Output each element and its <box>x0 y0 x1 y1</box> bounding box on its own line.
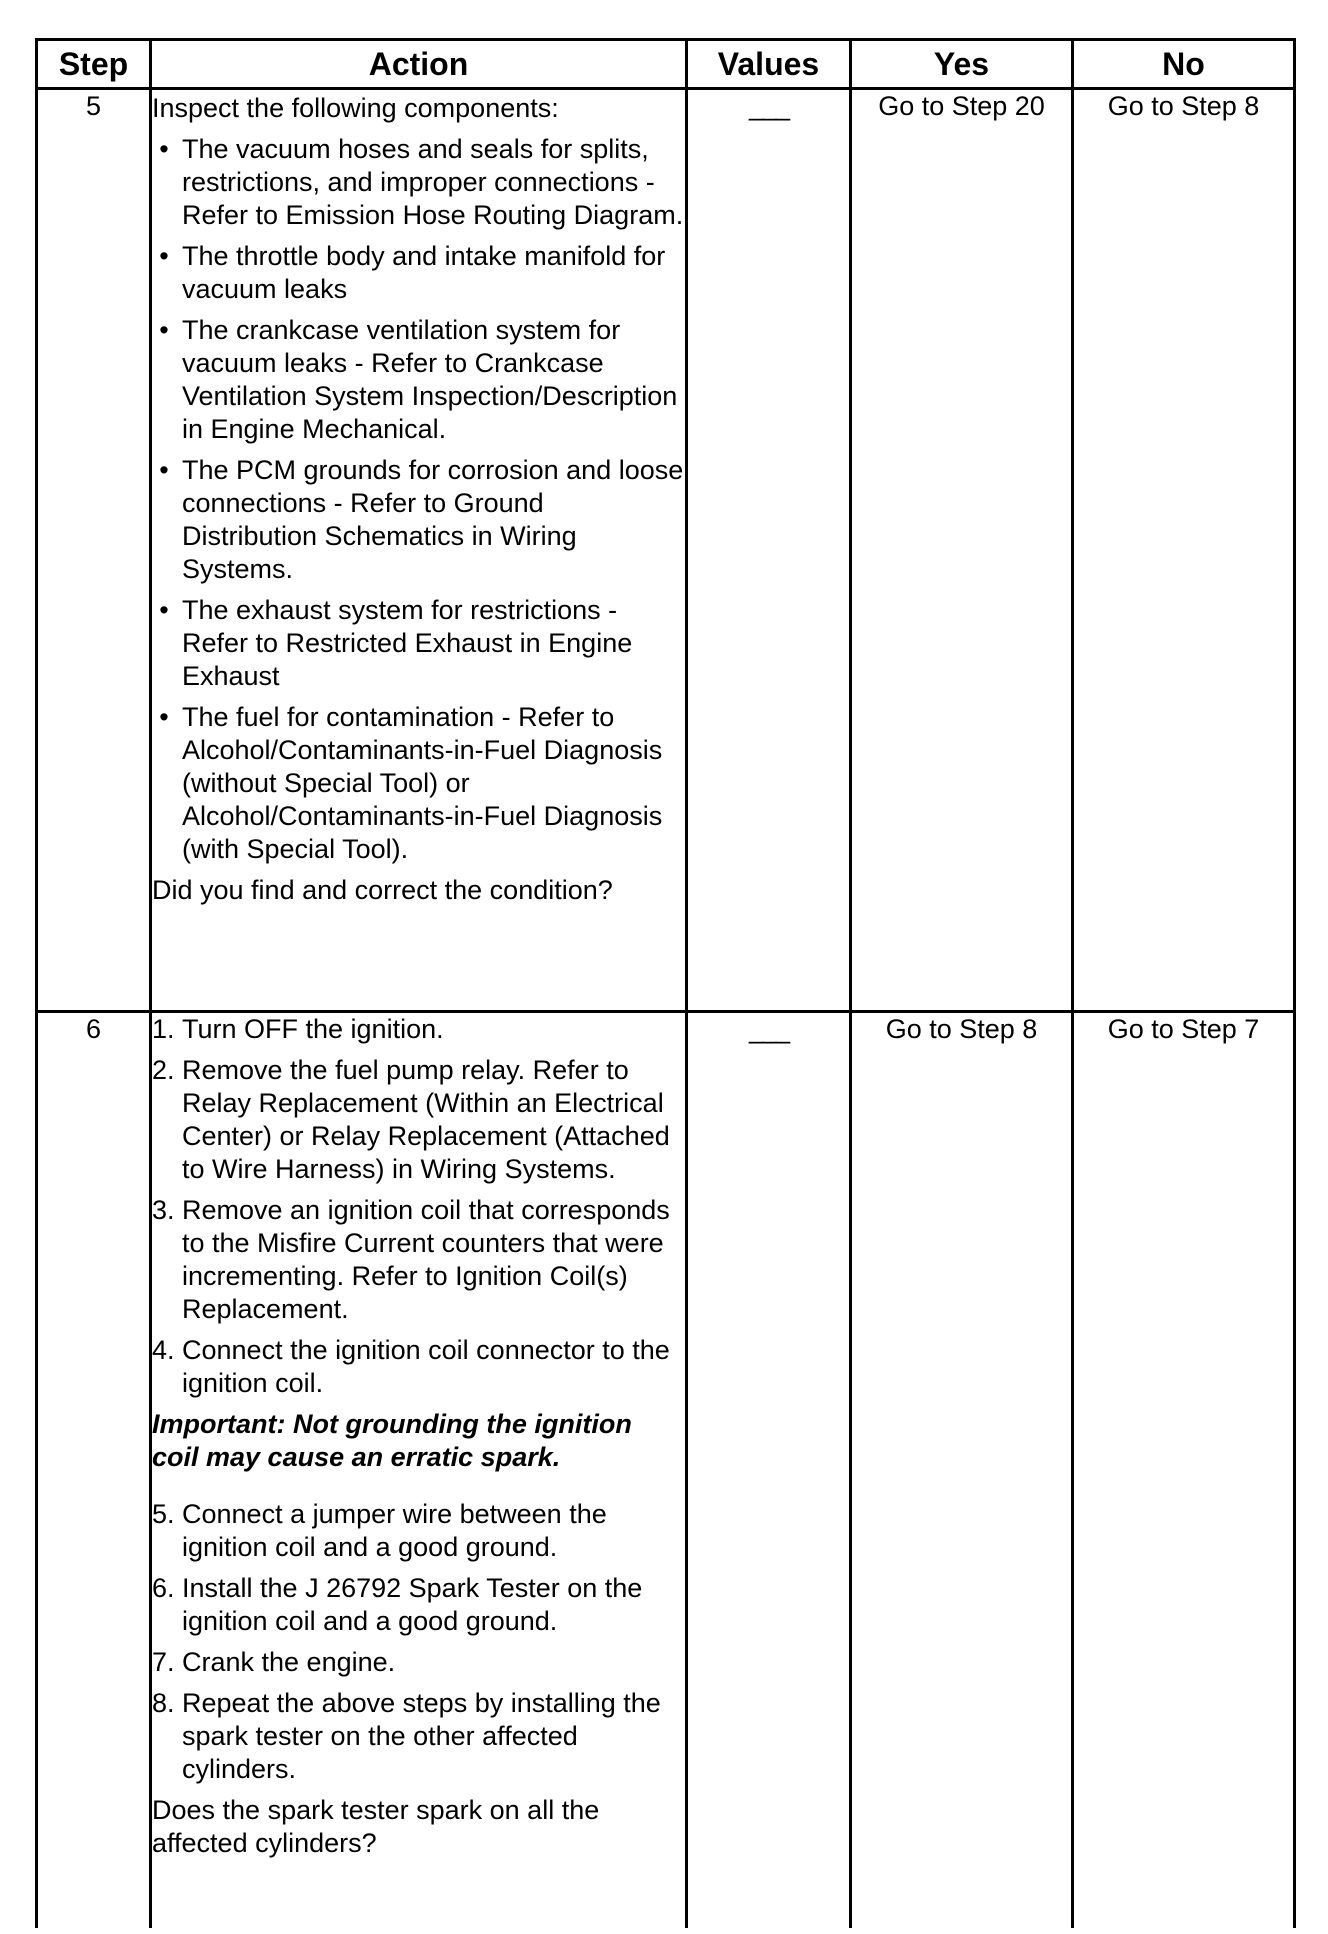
number-marker: 4. <box>152 1335 175 1365</box>
header-values: Values <box>687 40 851 89</box>
table-row <box>37 1012 1295 1929</box>
bullet-item <box>152 314 685 446</box>
bullet-item <box>152 701 685 866</box>
header-action: Action <box>151 40 687 89</box>
no-cell <box>1073 89 1295 1012</box>
action-cell <box>151 1012 687 1929</box>
numbered-text: Crank the engine. <box>182 1647 396 1677</box>
bullet-marker: • <box>159 595 169 625</box>
header-yes: Yes <box>851 40 1073 89</box>
step-number: 5 <box>37 89 151 1012</box>
bullet-marker: • <box>159 455 169 485</box>
important-note: Important: Not grounding the ignition coil may cause an erratic spark. <box>152 1409 632 1472</box>
bullet-text: The throttle body and intake manifold for vacuum leaks <box>182 241 666 304</box>
yes-result: Go to Step 20 <box>878 91 1045 121</box>
number-marker: 1. <box>152 1014 175 1044</box>
numbered-list <box>152 1498 685 1786</box>
number-marker: 8. <box>152 1688 175 1718</box>
numbered-list <box>152 1013 685 1400</box>
number-marker: 2. <box>152 1055 175 1085</box>
bullet-item <box>152 594 685 693</box>
no-result: Go to Step 8 <box>1107 91 1260 121</box>
header-no: No <box>1073 40 1295 89</box>
number-marker: 6. <box>152 1573 175 1603</box>
numbered-item <box>152 1646 685 1679</box>
table-row <box>37 89 1295 1012</box>
numbered-item <box>152 1194 685 1326</box>
bullet-marker: • <box>159 241 169 271</box>
bullet-item <box>152 133 685 232</box>
numbered-item <box>152 1498 685 1564</box>
action-intro: Inspect the following components: <box>152 93 559 123</box>
numbered-text: Install the J 26792 Spark Tester on the ignition coil and a good ground. <box>182 1573 643 1636</box>
numbered-item <box>152 1334 685 1400</box>
numbered-item <box>152 1687 685 1786</box>
bullet-text: The crankcase ventilation system for vacuum leaks - Refer to Crankcase Ventilation System Inspection/Description in Engine Mechanical. <box>182 315 678 444</box>
bullet-marker: • <box>159 702 169 732</box>
step-number: 6 <box>37 1012 151 1929</box>
numbered-text: Remove the fuel pump relay. Refer to Relay Replacement (Within an Electrical Center) or Relay Replacement (Attached to Wire Harness) in Wiring Systems. <box>182 1055 670 1184</box>
values-cell <box>687 1012 851 1929</box>
yes-cell <box>851 89 1073 1012</box>
bullet-text: The PCM grounds for corrosion and loose connections - Refer to Ground Distribution Schematics in Wiring Systems. <box>182 455 684 584</box>
action-question: Did you find and correct the condition? <box>152 875 613 905</box>
number-marker: 7. <box>152 1647 175 1677</box>
bullet-text: The fuel for contamination - Refer to Alcohol/Contaminants-in-Fuel Diagnosis (without Special Tool) or Alcohol/Contaminants-in-Fuel Diagnosis (with Special Tool). <box>182 702 663 864</box>
diagnostic-table <box>35 38 1296 1928</box>
header-row <box>37 40 1295 89</box>
numbered-item <box>152 1013 685 1046</box>
numbered-item <box>152 1572 685 1638</box>
number-marker: 3. <box>152 1195 175 1225</box>
numbered-item <box>152 1054 685 1186</box>
bullet-item <box>152 454 685 586</box>
values-placeholder: ___ <box>748 91 789 121</box>
header-step: Step <box>37 40 151 89</box>
no-cell <box>1073 1012 1295 1929</box>
action-question: Does the spark tester spark on all the affected cylinders? <box>152 1795 600 1858</box>
numbered-text: Connect the ignition coil connector to the ignition coil. <box>182 1335 670 1398</box>
number-marker: 5. <box>152 1499 175 1529</box>
diagnostic-page <box>35 38 1293 1934</box>
values-cell <box>687 89 851 1012</box>
bullet-list <box>152 133 685 866</box>
bullet-text: The exhaust system for restrictions - Refer to Restricted Exhaust in Engine Exhaust <box>182 595 633 691</box>
bullet-text: The vacuum hoses and seals for splits, restrictions, and improper connections - Refer to Emission Hose Routing Diagram. <box>182 134 684 230</box>
numbered-text: Connect a jumper wire between the ignition coil and a good ground. <box>182 1499 607 1562</box>
values-placeholder: ___ <box>748 1014 789 1044</box>
bullet-item <box>152 240 685 306</box>
yes-result: Go to Step 8 <box>885 1014 1038 1044</box>
yes-cell <box>851 1012 1073 1929</box>
no-result: Go to Step 7 <box>1107 1014 1260 1044</box>
action-cell <box>151 89 687 1012</box>
bullet-marker: • <box>159 315 169 345</box>
numbered-text: Repeat the above steps by installing the spark tester on the other affected cylinders. <box>182 1688 661 1784</box>
bullet-marker: • <box>159 134 169 164</box>
numbered-text: Turn OFF the ignition. <box>182 1014 444 1044</box>
numbered-text: Remove an ignition coil that corresponds to the Misfire Current counters that were incrementing. Refer to Ignition Coil(s) Replacement. <box>182 1195 670 1324</box>
